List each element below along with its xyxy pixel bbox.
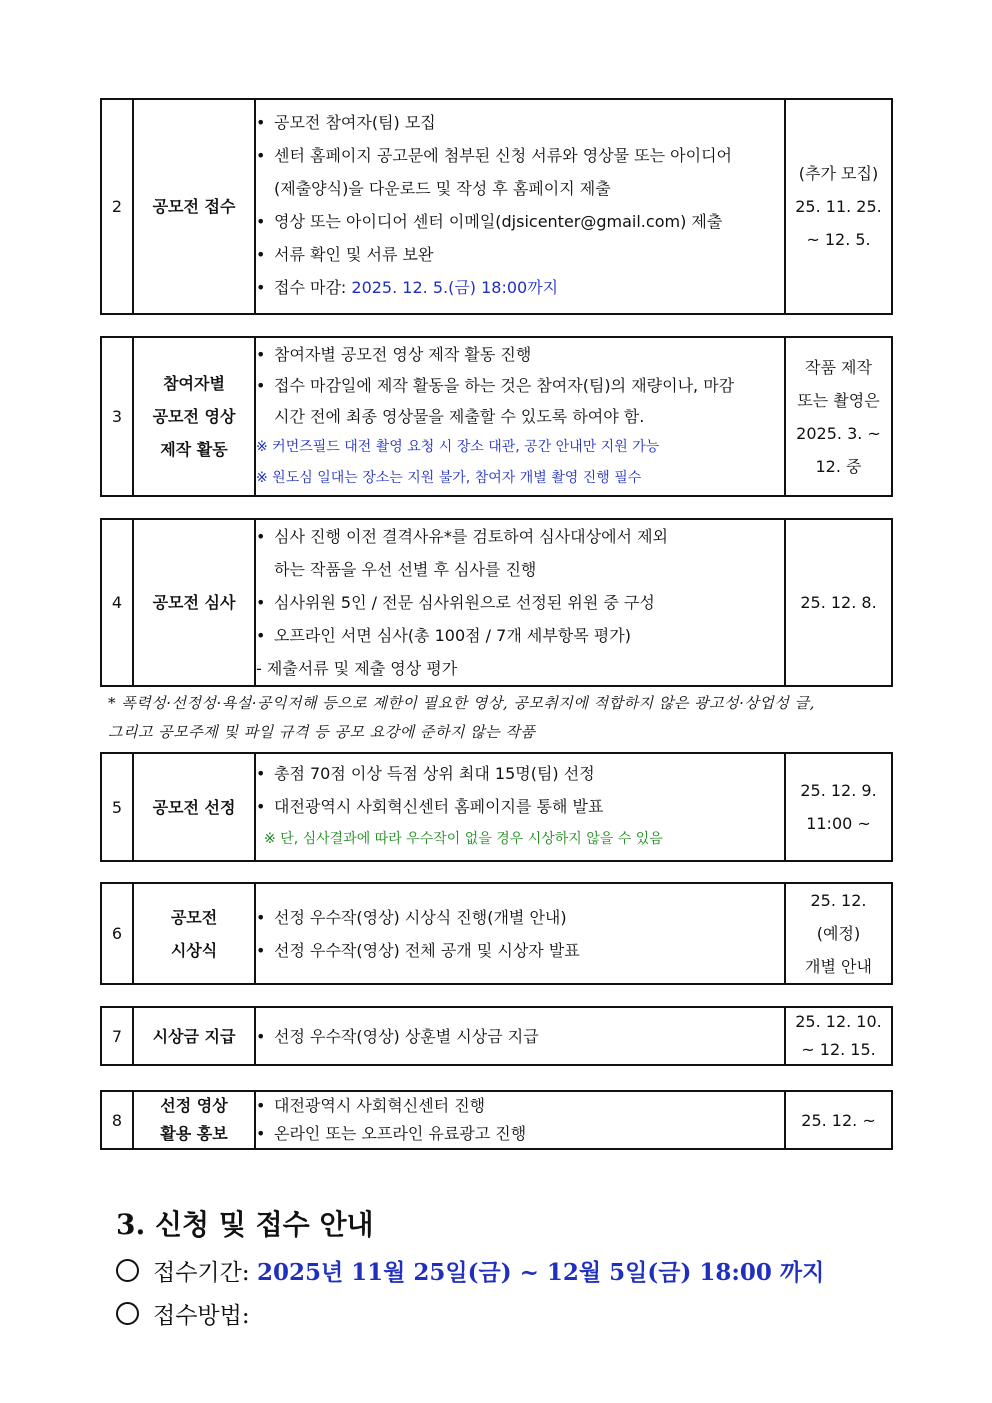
step-description <box>255 883 785 984</box>
description-line: • 총점 70점 이상 득점 상위 최대 15명(팀) 선정 <box>256 764 595 783</box>
step-description <box>255 1007 785 1065</box>
step-description <box>255 753 785 861</box>
application-method: 접수방법: <box>116 1297 250 1330</box>
description-line: 시간 전에 최종 영상물을 제출할 수 있도록 하여야 함. <box>274 407 645 426</box>
step-number: 6 <box>101 883 133 984</box>
step-schedule: 25. 12. 9. 11:00 ~ <box>785 753 892 861</box>
description-line: (제출양식)을 다운로드 및 작성 후 홈페이지 제출 <box>274 179 611 198</box>
description-line: • 공모전 참여자(팀) 모집 <box>256 113 436 132</box>
circle-bullet-icon <box>116 1259 139 1282</box>
description-line: • 접수 마감일에 제작 활동을 하는 것은 참여자(팀)의 재량이나, 마감 <box>256 376 735 395</box>
step-description <box>255 99 785 314</box>
step-table <box>100 98 893 315</box>
step-title: 공모전 선정 <box>133 753 255 861</box>
description-line: • 접수 마감: 2025. 12. 5.(금) 18:00까지 <box>256 278 559 297</box>
description-line: • 센터 홈페이지 공고문에 첨부된 신청 서류와 영상물 또는 아이디어 <box>256 146 733 165</box>
description-line: - 제출서류 및 제출 영상 평가 <box>256 659 458 678</box>
description-line: • 서류 확인 및 서류 보완 <box>256 245 434 264</box>
step-table <box>100 1090 893 1150</box>
step-table <box>100 1006 893 1066</box>
description-line: • 심사위원 5인 / 전문 심사위원으로 선정된 위원 중 구성 <box>256 593 655 612</box>
step-description <box>255 1091 785 1149</box>
step-number: 3 <box>101 337 133 496</box>
note-line: ※ 단, 심사결과에 따라 우수작이 없을 경우 시상하지 않을 수 있음 <box>264 831 663 847</box>
note-line: ※ 원도심 일대는 장소는 지원 불가, 참여자 개별 촬영 진행 필수 <box>256 470 642 486</box>
step-schedule: 25. 12. 10. ~ 12. 15. <box>785 1007 892 1065</box>
description-line: • 영상 또는 아이디어 센터 이메일(djsicenter@gmail.com) 제출 <box>256 212 723 231</box>
step-number: 2 <box>101 99 133 314</box>
description-line: • 오프라인 서면 심사(총 100점 / 7개 세부항목 평가) <box>256 626 631 645</box>
step-description <box>255 337 785 496</box>
note-line: ※ 커먼즈필드 대전 촬영 요청 시 장소 대관, 공간 안내만 지원 가능 <box>256 439 660 455</box>
description-line: • 심사 진행 이전 결격사유*를 검토하여 심사대상에서 제외 <box>256 527 669 546</box>
circle-bullet-icon <box>116 1302 139 1325</box>
deadline-highlight: 2025. 12. 5.(금) 18:00까지 <box>351 278 559 297</box>
description-line: • 참여자별 공모전 영상 제작 활동 진행 <box>256 345 532 364</box>
description-line: • 대전광역시 사회혁신센터 진행 <box>256 1096 486 1115</box>
step-number: 5 <box>101 753 133 861</box>
description-line: • 대전광역시 사회혁신센터 홈페이지를 통해 발표 <box>256 797 604 816</box>
step-table <box>100 752 893 862</box>
description-line: • 선정 우수작(영상) 전체 공개 및 시상자 발표 <box>256 940 580 960</box>
step-title <box>133 99 255 314</box>
step-schedule: (추가 모집) 25. 11. 25. ~ 12. 5. <box>785 99 892 314</box>
description-line: • 선정 우수작(영상) 상훈별 시상금 지급 <box>256 1026 539 1046</box>
footnote: * 폭력성·선정성·욕설·공익저해 등으로 제한이 필요한 영상, 공모취지에 적합하지 않은 광고성·상업성 글, 그리고 공모주제 및 파일 규격 등 공모 요강에 준하지 않는 작품 <box>108 694 815 741</box>
step-title: 시상금 지급 <box>133 1007 255 1065</box>
step-number: 4 <box>101 519 133 686</box>
step-table <box>100 336 893 497</box>
step-number: 8 <box>101 1091 133 1149</box>
description-line: • 선정 우수작(영상) 시상식 진행(개별 안내) <box>256 907 567 927</box>
step-schedule: 작품 제작 또는 촬영은 2025. 3. ~ 12. 중 <box>785 337 892 496</box>
application-period: 접수기간: 2025년 11월 25일(금) ~ 12월 5일(금) 18:00 까지 <box>116 1254 824 1287</box>
period-value: 2025년 11월 25일(금) ~ 12월 5일(금) 18:00 까지 <box>256 1259 825 1286</box>
step-title: 참여자별 공모전 영상 제작 활동 <box>133 337 255 496</box>
description-line: 하는 작품을 우선 선별 후 심사를 진행 <box>274 560 537 579</box>
step-description <box>255 519 785 686</box>
step-schedule: 25. 12. (예정) 개별 안내 <box>785 883 892 984</box>
step-title: 공모전 심사 <box>133 519 255 686</box>
step-schedule: 25. 12. ~ <box>785 1091 892 1149</box>
section-heading: 3. 신청 및 접수 안내 <box>116 1208 374 1241</box>
step-title-line: 공모전 접수 <box>152 197 236 216</box>
step-title: 공모전 시상식 <box>133 883 255 984</box>
step-table <box>100 518 893 687</box>
step-number: 7 <box>101 1007 133 1065</box>
step-table <box>100 882 893 985</box>
description-line: • 온라인 또는 오프라인 유료광고 진행 <box>256 1124 527 1143</box>
step-title: 선정 영상 활용 홍보 <box>133 1091 255 1149</box>
step-schedule: 25. 12. 8. <box>785 519 892 686</box>
